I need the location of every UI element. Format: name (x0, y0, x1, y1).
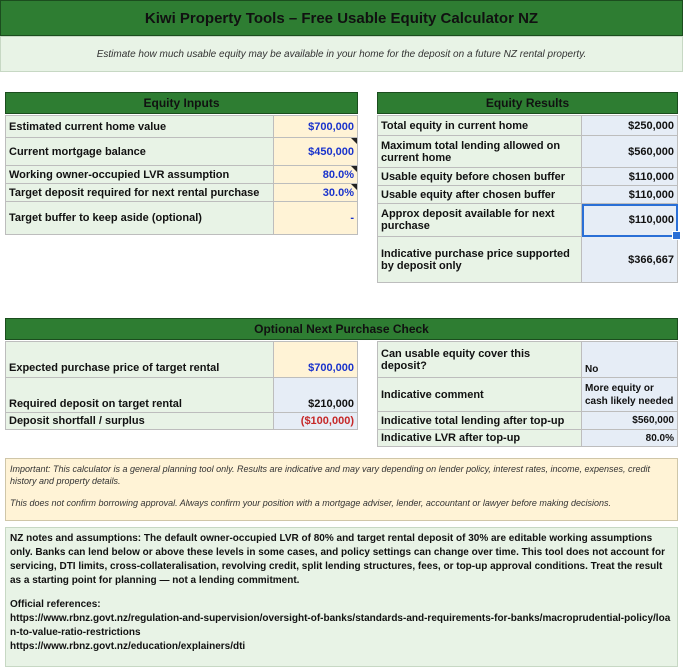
reference-link-dti[interactable]: https://www.rbnz.govt.nz/education/explainers/dti (10, 641, 246, 652)
assumptions-text: NZ notes and assumptions: The default owner-occupied LVR of 80% and target rental deposit of 30% are editable working assumptions only. Banks can lend below or above these levels in some cases, and policy settings can change over time. This tool does not account for servicing, DTI limits, cross-collateralisation, revolving credit, split lending structures, fees, or top-up approval conditions. Treat the result as a starting point for planning — not a lending commitment. (10, 533, 665, 586)
comment-indicator-icon (351, 184, 357, 190)
input-label-buffer: Target buffer to keep aside (optional) (6, 202, 274, 235)
table-row (6, 116, 358, 138)
result-label-max-lending: Maximum total lending allowed on current home (378, 136, 582, 168)
equity-inputs-heading: Equity Inputs (5, 92, 358, 114)
deposit-available-value: $110,000 (628, 214, 674, 226)
result-label-total-equity: Total equity in current home (378, 116, 582, 136)
result-deposit-available[interactable] (582, 204, 678, 237)
check-label-required-deposit: Required deposit on target rental (6, 378, 274, 413)
check-label-purchase-price: Expected purchase price of target rental (6, 342, 274, 378)
result-max-lending[interactable]: $560,000 (582, 136, 678, 168)
result-purchase-price[interactable]: $366,667 (582, 237, 678, 283)
purchase-check-left-table (5, 341, 358, 430)
table-row (378, 342, 678, 378)
table-row (6, 378, 358, 413)
result-usable-after[interactable]: $110,000 (582, 186, 678, 204)
table-row (378, 204, 678, 237)
check-comment[interactable]: More equity or cash likely needed (582, 378, 678, 412)
result-label-usable-before: Usable equity before chosen buffer (378, 168, 582, 186)
result-label-deposit-available: Approx deposit available for next purchase (378, 204, 582, 237)
page-subtitle: Estimate how much usable equity may be available in your home for the deposit on a future NZ rental property. (0, 36, 683, 72)
input-target-deposit[interactable] (274, 184, 358, 202)
input-mortgage-balance[interactable] (274, 138, 358, 166)
check-purchase-price[interactable]: $700,000 (274, 342, 358, 378)
table-row (6, 184, 358, 202)
reference-link-lvr[interactable]: https://www.rbnz.govt.nz/regulation-and-supervision/oversight-of-banks/standards-and-requirements-for-banks/macroprudential-policy/loan-to-value-ratio-restrictions (10, 613, 671, 638)
disclaimer-text: This does not confirm borrowing approval. Always confirm your position with a mortgage adviser, lender, accountant or lawyer before making decisions. (10, 498, 611, 508)
check-required-deposit[interactable]: $210,000 (274, 378, 358, 413)
table-row (378, 186, 678, 204)
important-note-text: Important: This calculator is a general planning tool only. Results are indicative and may vary depending on lender policy, interest rates, income, expenses, credit history and property details. (10, 464, 651, 486)
check-label-total-lending: Indicative total lending after top-up (378, 412, 582, 430)
input-label-home-value: Estimated current home value (6, 116, 274, 138)
table-row (6, 166, 358, 184)
target-deposit-value: 30.0% (322, 186, 354, 199)
purchase-check-right-table (377, 341, 678, 447)
input-label-target-deposit: Target deposit required for next rental purchase (6, 184, 274, 202)
table-row (378, 237, 678, 283)
table-row (6, 202, 358, 235)
check-lvr-after[interactable]: 80.0% (582, 430, 678, 447)
table-row (378, 412, 678, 430)
check-can-cover[interactable]: No (582, 342, 678, 378)
check-label-can-cover: Can usable equity cover this deposit? (378, 342, 582, 378)
equity-results-heading: Equity Results (377, 92, 678, 114)
check-label-comment: Indicative comment (378, 378, 582, 412)
result-total-equity[interactable]: $250,000 (582, 116, 678, 136)
check-shortfall[interactable]: ($100,000) (274, 413, 358, 430)
check-label-shortfall: Deposit shortfall / surplus (6, 413, 274, 430)
purchase-check-heading: Optional Next Purchase Check (5, 318, 678, 340)
table-row (6, 138, 358, 166)
input-lvr[interactable] (274, 166, 358, 184)
input-label-lvr: Working owner-occupied LVR assumption (6, 166, 274, 184)
page-title: Kiwi Property Tools – Free Usable Equity Calculator NZ (0, 0, 683, 36)
input-home-value[interactable]: $700,000 (274, 116, 358, 138)
table-row (378, 136, 678, 168)
table-row (6, 413, 358, 430)
check-total-lending[interactable]: $560,000 (582, 412, 678, 430)
comment-indicator-icon (351, 166, 357, 172)
references-heading: Official references: (10, 599, 101, 610)
input-buffer[interactable]: - (274, 202, 358, 235)
result-label-purchase-price: Indicative purchase price supported by deposit only (378, 237, 582, 283)
equity-inputs-table (5, 115, 358, 235)
fill-handle[interactable] (672, 231, 681, 240)
check-label-lvr-after: Indicative LVR after top-up (378, 430, 582, 447)
lvr-value: 80.0% (322, 168, 354, 181)
mortgage-balance-value: $450,000 (308, 145, 354, 158)
important-notes (5, 458, 678, 521)
table-row (6, 342, 358, 378)
assumptions-panel (5, 527, 678, 667)
table-row (378, 168, 678, 186)
table-row (378, 378, 678, 412)
input-label-mortgage-balance: Current mortgage balance (6, 138, 274, 166)
equity-results-table (377, 115, 678, 283)
comment-indicator-icon (351, 138, 357, 144)
result-label-usable-after: Usable equity after chosen buffer (378, 186, 582, 204)
result-usable-before[interactable]: $110,000 (582, 168, 678, 186)
table-row (378, 430, 678, 447)
table-row (378, 116, 678, 136)
